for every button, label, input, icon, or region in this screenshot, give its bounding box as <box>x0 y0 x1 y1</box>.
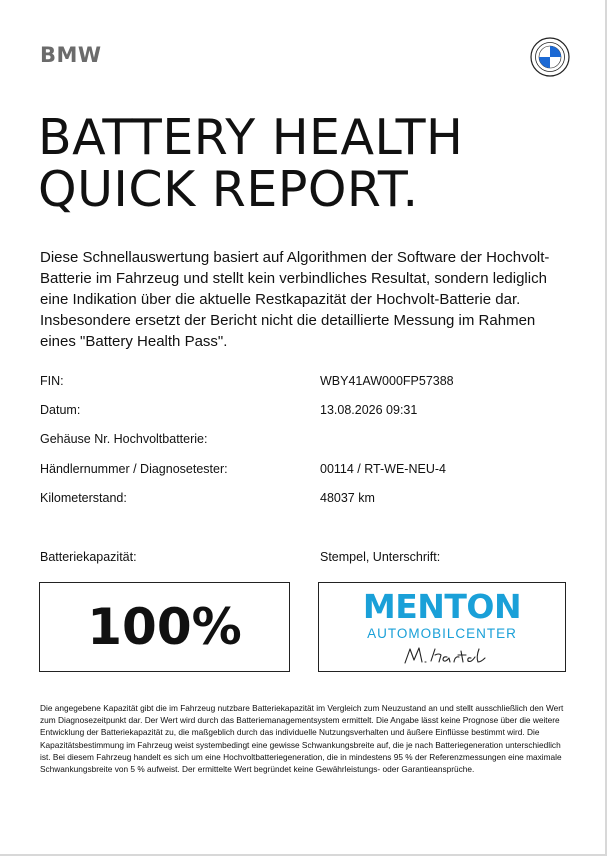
info-row-mileage <box>40 491 570 520</box>
capacity-value: 100% <box>87 598 242 656</box>
report-title <box>38 109 464 218</box>
info-row-fin <box>40 374 570 403</box>
vehicle-info-table <box>40 374 570 520</box>
stamp-dealer-subtitle: AUTOMOBILCENTER <box>367 626 517 641</box>
info-value: 13.08.2026 09:31 <box>320 403 418 418</box>
info-label: Kilometerstand: <box>40 490 127 505</box>
brand-wordmark: BMW <box>40 43 102 67</box>
capacity-box <box>39 582 290 672</box>
dealer-stamp-box <box>318 582 566 672</box>
info-row-dealer <box>40 462 570 491</box>
info-label: Datum: <box>40 403 81 418</box>
capacity-label: Batteriekapazität: <box>40 550 137 564</box>
disclaimer-text: Die angegebene Kapazität gibt die im Fahrzeug nutzbare Batteriekapazität im Vergleich zum Neuzustand an und stellt ausschließlich den Wert zum Diagnosezeitpunkt dar. Der Wert wird durch das Batteriemanagementsystem ermittelt. Die Angabe lässt keine Prognose über die weitere Entwicklung der Batteriekapazität zu, die maßgeblich durch das individuelle Nutzungsverhalten und äußere Einflüsse bestimmt wird. Die Kapazitätsbestimmung im Fahrzeug weist systembedingt eine gewisse Schwankungsbreite auf, die je nach Batteriegeneration unterschiedlich ist. Bei diesem Fahrzeug handelt es sich um eine Hochvoltbatteriegeneration, die in mindestens 95 % der Referenzmessungen eine maximale Schwankungsbreite von 5 % aufweist. Der ermittelte Wert begründet keine Gewährleistungs- oder Garantieansprüche. <box>40 703 564 775</box>
stamp-label: Stempel, Unterschrift: <box>320 550 441 564</box>
info-label: Händlernummer / Diagnosetester: <box>40 461 228 476</box>
info-row-battery-housing <box>40 432 570 461</box>
stamp-dealer-name: MENTON <box>362 587 522 626</box>
info-value: 48037 km <box>320 490 375 505</box>
info-label: Gehäuse Nr. Hochvoltbatterie: <box>40 432 208 447</box>
info-value: 00114 / RT-WE-NEU-4 <box>320 461 446 476</box>
title-line-1: BATTERY HEALTH <box>38 109 464 166</box>
info-row-date <box>40 403 570 432</box>
bmw-roundel-icon <box>530 37 570 77</box>
title-line-2: QUICK REPORT. <box>38 161 419 218</box>
intro-paragraph: Diese Schnellauswertung basiert auf Algorithmen der Software der Hochvolt-Batterie im Fahrzeug und stellt kein verbindliches Resultat, sondern lediglich eine Indikation über die aktuelle Restkapazität der Hochvolt-Batterie dar. Insbesondere ersetzt der Bericht nicht die detaillierte Messung im Rahmen eines "Battery Health Pass". <box>40 249 550 350</box>
info-value: WBY41AW000FP57388 <box>320 374 454 388</box>
info-label: FIN: <box>40 374 64 388</box>
signature-image <box>401 643 501 667</box>
